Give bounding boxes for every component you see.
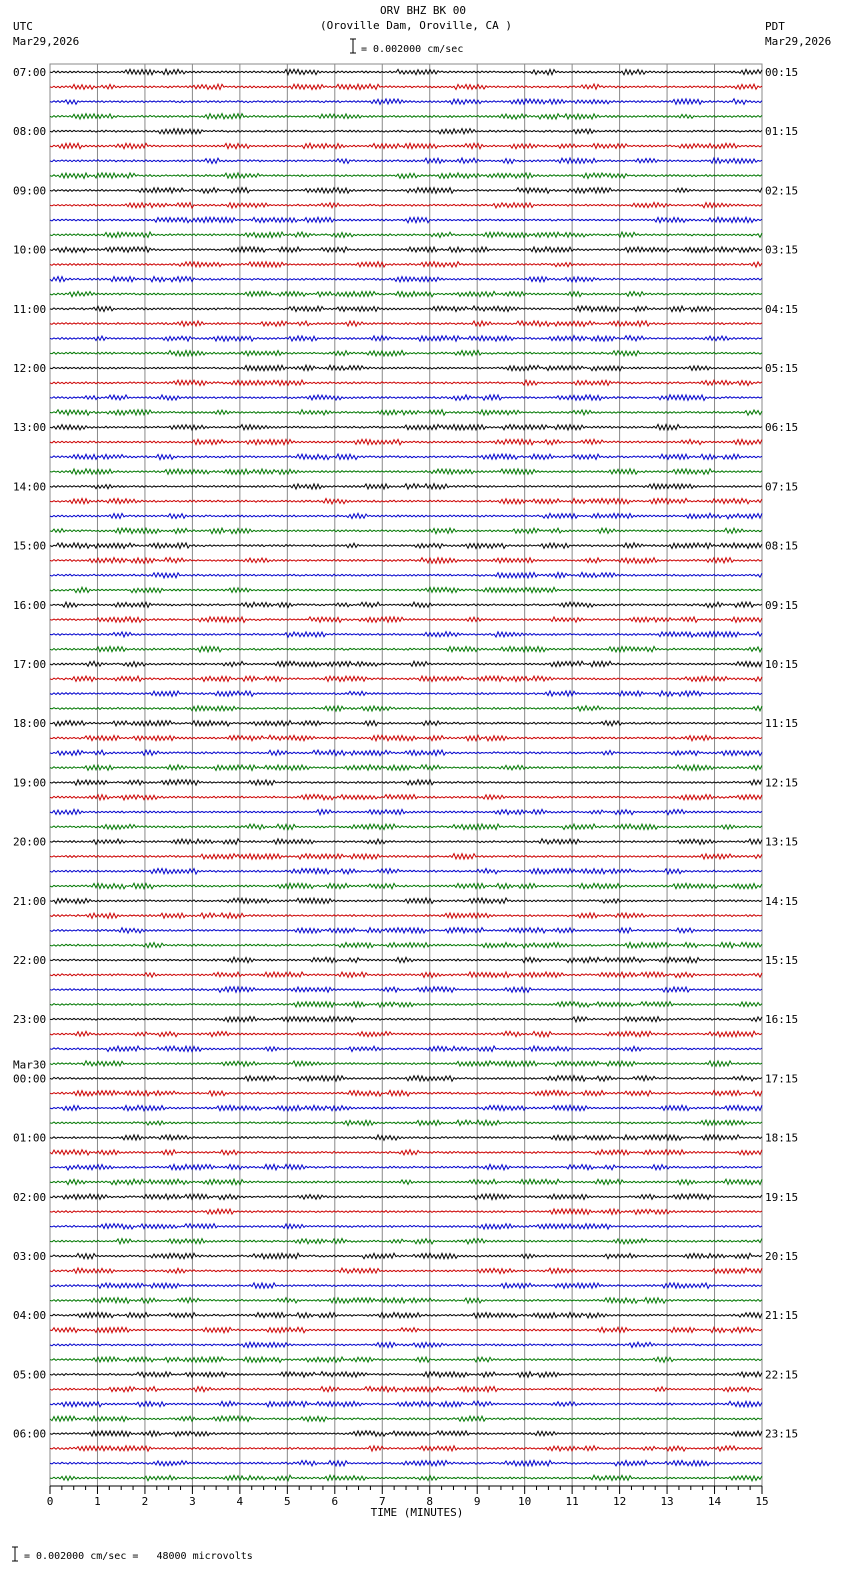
seismic-trace	[50, 277, 762, 282]
seismic-trace	[50, 928, 762, 934]
seismic-trace	[50, 572, 762, 578]
seismic-trace	[50, 99, 762, 105]
x-tick-label: 0	[46, 1495, 54, 1508]
right-hour-label: 19:15	[765, 1190, 799, 1204]
seismic-trace	[50, 1357, 762, 1363]
seismic-trace	[50, 1179, 762, 1185]
right-hour-label: 14:15	[765, 894, 799, 908]
seismic-trace	[50, 247, 762, 253]
seismic-trace	[50, 129, 762, 134]
seismic-trace	[50, 1090, 762, 1096]
right-hour-label: 18:15	[765, 1131, 799, 1145]
right-hour-label: 22:15	[765, 1368, 799, 1382]
x-tick-label: 12	[612, 1495, 627, 1508]
seismic-trace	[50, 587, 762, 593]
seismic-trace	[50, 1312, 762, 1318]
left-hour-label: 05:00	[13, 1368, 47, 1382]
date-change-label: Mar30	[13, 1058, 47, 1072]
scale-label: = 0.002000 cm/sec	[361, 44, 464, 55]
right-hour-label: 13:15	[765, 835, 799, 849]
station-title: ORV BHZ BK 00	[379, 4, 467, 17]
seismic-trace	[50, 1017, 762, 1022]
seismic-trace	[50, 972, 762, 978]
seismic-trace	[50, 321, 762, 327]
left-hour-label: 12:00	[13, 362, 47, 375]
x-tick-label: 15	[755, 1495, 769, 1508]
seismic-trace	[50, 1150, 762, 1155]
seismic-trace	[50, 735, 762, 741]
right-timezone: PDT	[765, 20, 785, 33]
seismic-trace	[50, 1105, 762, 1111]
right-hour-label: 06:15	[765, 421, 799, 435]
seismic-trace	[50, 1046, 762, 1052]
calibration-bar-icon	[11, 1546, 19, 1562]
seismic-trace	[50, 543, 762, 549]
left-hour-label: 16:00	[13, 598, 47, 612]
x-axis-label: TIME (MINUTES)	[370, 1506, 464, 1519]
right-hour-label: 09:15	[765, 598, 799, 612]
right-hour-label: 01:15	[765, 125, 799, 139]
right-hour-label: 05:15	[765, 362, 799, 375]
seismic-trace	[50, 957, 762, 963]
left-hour-label: 04:00	[13, 1309, 47, 1323]
seismic-trace	[50, 1031, 762, 1037]
seismic-trace	[50, 558, 762, 564]
seismic-trace	[50, 454, 762, 460]
seismic-trace	[50, 1460, 762, 1466]
seismic-trace	[50, 380, 762, 385]
seismic-trace	[50, 1209, 762, 1215]
left-hour-label: 07:00	[13, 66, 47, 79]
left-hour-label: 17:00	[13, 658, 47, 671]
seismic-trace	[50, 143, 762, 149]
seismic-trace	[50, 839, 762, 845]
left-timezone: UTC	[13, 20, 33, 33]
calibration-label: = 0.002000 cm/sec = 48000 microvolts	[24, 1551, 253, 1562]
seismic-trace	[50, 1002, 762, 1008]
seismic-trace	[50, 291, 762, 297]
seismic-trace	[50, 883, 762, 889]
seismic-trace	[50, 780, 762, 786]
left-hour-label: 11:00	[13, 302, 47, 316]
seismic-trace	[50, 439, 762, 445]
right-hour-label: 07:15	[765, 480, 799, 494]
left-hour-label: 18:00	[13, 717, 47, 731]
left-hour-label: 10:00	[13, 243, 47, 257]
seismic-trace	[50, 1164, 762, 1170]
right-hour-label: 12:15	[765, 776, 799, 790]
right-hour-label: 23:15	[765, 1427, 799, 1441]
seismic-trace	[50, 1283, 762, 1289]
x-tick-label: 9	[473, 1495, 481, 1508]
right-hour-label: 02:15	[765, 184, 799, 198]
seismic-trace	[50, 1327, 762, 1333]
right-hour-label: 16:15	[765, 1013, 799, 1027]
left-hour-label: 14:00	[13, 480, 47, 494]
seismic-trace	[50, 262, 762, 268]
seismic-trace	[50, 1268, 762, 1274]
seismic-trace	[50, 854, 762, 860]
left-hour-label: 15:00	[13, 539, 47, 553]
x-tick-label: 6	[331, 1495, 339, 1508]
seismic-trace	[50, 1475, 762, 1481]
seismic-trace	[50, 913, 762, 918]
seismic-trace	[50, 676, 762, 681]
x-tick-label: 4	[236, 1495, 244, 1508]
seismic-trace	[50, 1387, 762, 1393]
right-hour-label: 04:15	[765, 302, 799, 316]
left-hour-label: 21:00	[13, 894, 47, 908]
seismic-trace	[50, 987, 762, 993]
station-location: (Oroville Dam, Oroville, CA )	[319, 19, 513, 32]
left-hour-label: 03:00	[13, 1250, 47, 1263]
seismic-trace	[50, 1372, 762, 1378]
seismic-trace	[50, 1239, 762, 1244]
seismic-trace	[50, 602, 762, 608]
seismic-trace	[50, 1416, 762, 1422]
left-hour-label: 23:00	[13, 1013, 47, 1027]
left-hour-label: 06:00	[13, 1427, 47, 1441]
seismic-trace	[50, 809, 762, 814]
x-tick-label: 3	[189, 1495, 196, 1508]
right-hour-label: 10:15	[765, 658, 799, 671]
right-hour-label: 08:15	[765, 539, 799, 553]
left-date: Mar29,2026	[13, 35, 80, 48]
seismic-trace	[50, 868, 762, 874]
seismic-trace	[50, 410, 762, 416]
seismic-trace	[50, 646, 762, 652]
seismic-trace	[50, 765, 762, 771]
seismic-trace	[50, 306, 762, 312]
right-hour-label: 03:15	[765, 243, 799, 257]
seismic-trace	[50, 1401, 762, 1407]
seismic-trace	[50, 706, 762, 711]
seismic-trace	[50, 942, 762, 948]
seismic-trace	[50, 661, 762, 667]
seismic-trace	[50, 794, 762, 800]
seismic-trace	[50, 691, 762, 697]
seismic-trace	[50, 188, 762, 194]
seismic-trace	[50, 513, 762, 519]
seismic-trace	[50, 1431, 762, 1437]
left-hour-label: 08:00	[13, 125, 47, 139]
x-tick-label: 2	[141, 1495, 149, 1508]
x-tick-label: 5	[284, 1495, 291, 1508]
seismic-trace	[50, 632, 762, 638]
seismic-trace	[50, 202, 762, 208]
x-tick-label: 14	[707, 1495, 722, 1508]
seismic-trace	[50, 424, 762, 430]
seismic-trace	[50, 1120, 762, 1125]
seismic-trace	[50, 69, 762, 75]
right-hour-label: 20:15	[765, 1250, 799, 1263]
x-tick-label: 1	[94, 1495, 101, 1508]
seismic-trace	[50, 1135, 762, 1141]
seismic-trace	[50, 898, 762, 904]
seismic-trace	[50, 114, 762, 120]
seismic-trace	[50, 721, 762, 727]
seismic-trace	[50, 1253, 762, 1259]
seismic-trace	[50, 1076, 762, 1082]
seismic-trace	[50, 84, 762, 90]
x-tick-label: 8	[426, 1495, 434, 1508]
x-tick-label: 7	[378, 1495, 386, 1508]
left-hour-label: 13:00	[13, 421, 47, 435]
seismic-trace	[50, 617, 762, 623]
left-hour-label: 01:00	[13, 1131, 47, 1145]
left-hour-label: 09:00	[13, 184, 47, 198]
seismic-trace	[50, 498, 762, 504]
seismic-trace	[50, 1194, 762, 1200]
seismic-trace	[50, 469, 762, 475]
seismic-trace	[50, 158, 762, 164]
seismic-trace	[50, 1342, 762, 1347]
seismic-trace	[50, 1446, 762, 1451]
x-tick-label: 10	[518, 1495, 532, 1508]
seismic-trace	[50, 395, 762, 401]
seismic-trace	[50, 173, 762, 179]
seismic-trace	[50, 824, 762, 830]
x-tick-label: 13	[660, 1495, 674, 1508]
seismic-trace	[50, 528, 762, 534]
right-hour-label: 21:15	[765, 1309, 799, 1323]
left-hour-label: 00:00	[13, 1072, 47, 1086]
right-hour-label: 11:15	[765, 717, 799, 731]
seismic-trace	[50, 484, 762, 489]
seismic-trace	[50, 1061, 762, 1067]
right-date: Mar29,2026	[765, 35, 832, 48]
seismic-trace	[50, 365, 762, 371]
seismic-trace	[50, 232, 762, 238]
right-hour-label: 17:15	[765, 1072, 799, 1086]
seismic-trace	[50, 351, 762, 357]
right-hour-label: 15:15	[765, 954, 799, 967]
seismic-trace	[50, 1298, 762, 1304]
seismic-trace	[50, 1224, 762, 1230]
seismic-trace	[50, 750, 762, 756]
seismic-trace	[50, 336, 762, 342]
left-hour-label: 20:00	[13, 835, 47, 849]
right-hour-label: 00:15	[765, 66, 799, 79]
seismic-trace	[50, 217, 762, 223]
left-hour-label: 22:00	[13, 954, 47, 967]
left-hour-label: 02:00	[13, 1190, 47, 1204]
left-hour-label: 19:00	[13, 776, 47, 790]
x-tick-label: 11	[565, 1495, 579, 1508]
